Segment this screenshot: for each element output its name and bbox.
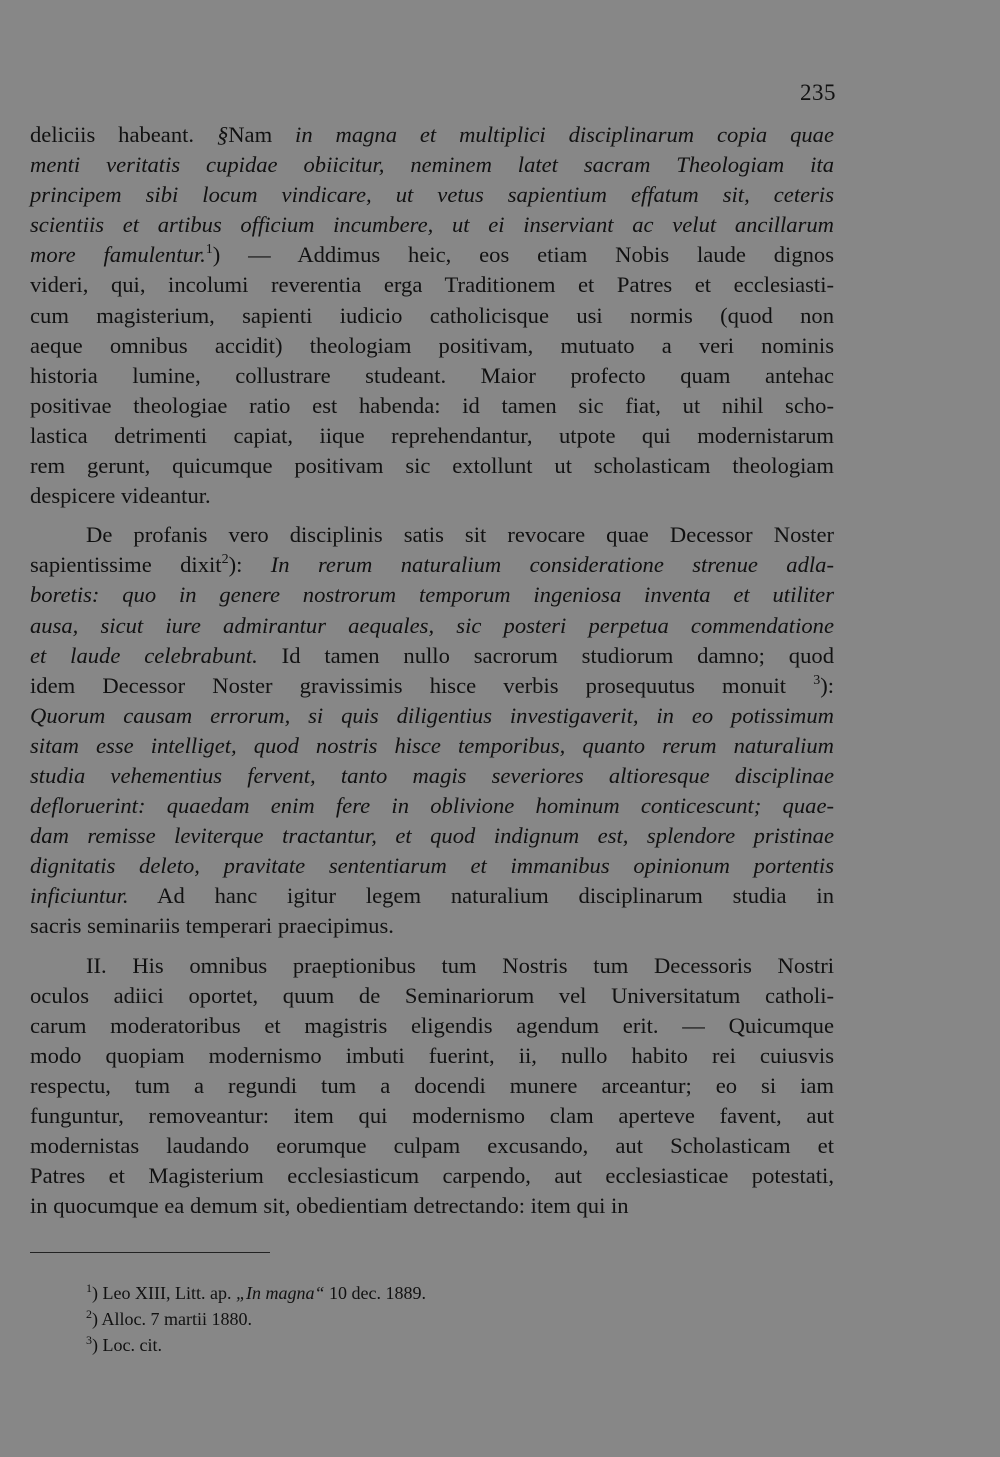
footnote-title: „In magna“ [235,1283,325,1303]
text-line [30,120,834,150]
footnote [86,1332,426,1358]
plain-text: II. His omnibus praeptionibus tum Nostris tum Decessoris Nostri [86,952,834,978]
italic-text: sitam esse intelliget, quod nostris hisce temporibus, quanto rerum naturalium [30,732,834,758]
text-line [30,911,834,941]
plain-text: idem Decessor Noster gravissimis hisce verbis prosequutus monuit [30,672,814,698]
plain-text: cum magisterium, sapienti iudicio catholicisque usi normis (quod non [30,302,834,328]
text-line [30,1011,834,1041]
italic-text: scientiis et artibus officium incumbere, ut ei inserviant ac velut ancillarum [30,212,834,238]
text-line [30,520,834,550]
italic-text: menti veritatis cupidae obiicitur, neminem latet sacram Theologiam ita [30,152,834,178]
plain-text: modernistas laudando eorumque culpam excusando, aut Scholasticam et [30,1133,834,1159]
italic-text: in magna et multiplici disciplinarum copia quae [295,122,834,147]
text-line [30,270,834,300]
text-line [30,981,834,1011]
text-line [30,1101,834,1131]
footnote-mark: 1 [86,1281,92,1295]
footnote-date: 10 dec. 1889. [324,1283,426,1303]
plain-text: ): [820,672,834,698]
plain-text: funguntur, removeantur: item qui modernismo clam aperteve favent, aut [30,1103,834,1128]
text-line [30,421,834,451]
plain-text: lastica detrimenti capiat, iique reprehendantur, utpote qui modernistarum [30,422,834,448]
text-line [30,1131,834,1161]
plain-text: deliciis habeant. [30,122,217,147]
footnote-ref: 2 [221,552,229,568]
text-line [30,701,834,731]
text-line [30,481,834,511]
italic-text: dignitatis deleto, pravitate sententiarum et immanibus opinionum portentis [30,853,834,879]
plain-text: videri, qui, incolumi reverentia erga Traditionem et Patres et ecclesiasti- [30,272,834,298]
footnote-text: ) Loc. cit. [92,1335,162,1355]
text-line [30,550,834,580]
text-line [30,791,834,821]
plain-text: ) — Addimus heic, eos etiam Nobis laude dignos [212,242,835,268]
italic-text: defloruerint: quaedam enim fere in oblivione hominum conticescunt; quae- [30,793,834,819]
text-line [30,210,834,240]
plain-text: sapientissime dixit [30,552,222,578]
plain-text: modo quopiam modernismo imbuti fuerint, ii, nullo habito rei cuiusvis [30,1042,834,1068]
text-line [30,1191,834,1221]
footnote-mark: 2 [86,1307,92,1321]
text-line [30,391,834,421]
plain-text: carum moderatoribus et magistris eligendis agendum erit. — Quicumque [30,1012,834,1038]
plain-text: sacris seminariis temperari praecipimus. [30,913,394,939]
paragraph-gap [30,942,834,951]
plain-text: ): [228,552,271,578]
text-line [30,821,834,851]
italic-text: more famulentur. [30,242,206,268]
text-line [30,451,834,481]
plain-text: rem gerunt, quicumque positivam sic extollunt ut scholasticam theologiam [30,453,834,479]
text-line [30,731,834,761]
italic-text: et laude celebrabunt. [30,642,258,668]
plain-text: Nam [228,122,296,147]
plain-text: despicere videantur. [30,483,211,509]
body-text [30,120,834,1221]
page-number: 235 [800,80,836,105]
footnote [86,1280,426,1306]
text-line [30,361,834,391]
italic-text: ausa, sicut iure admirantur aequales, sic posteri perpetua commendatione [30,612,834,638]
text-line [30,1041,834,1071]
plain-text: positivae theologiae ratio est habenda: id tamen sic fiat, ut nihil scho- [30,392,834,418]
footnote-text: ) Alloc. 7 martii 1880. [92,1309,252,1329]
text-line [30,851,834,881]
plain-text: aeque omnibus accidit) theologiam positivam, mutuato a veri nominis [30,332,834,358]
plain-text: historia lumine, collustrare studeant. Maior profecto quam antehac [30,362,834,388]
text-line [30,671,834,701]
paragraph-gap [30,511,834,520]
italic-text: principem sibi locum vindicare, ut vetus sapientium effatum sit, ceteris [30,182,834,208]
plain-text: oculos adiici oportet, quum de Seminariorum vel Universitatum catholi- [30,982,834,1008]
footnote-ref: 1 [205,242,213,258]
text-line [30,150,834,180]
text-line [30,761,834,791]
text-line [30,881,834,911]
text-line [30,951,834,981]
footnote-mark: 3 [86,1333,92,1347]
italic-text: § [216,122,229,147]
italic-text: boretis: quo in genere nostrorum temporum ingeniosa inventa et utiliter [30,582,834,608]
text-line [30,331,834,361]
footnote-rule [30,1252,270,1253]
footnotes [86,1280,426,1358]
footnote-ref: 3 [813,672,821,688]
text-line [30,301,834,331]
text-line [30,1071,834,1101]
plain-text: De profanis vero disciplinis satis sit revocare quae Decessor Noster [86,522,834,548]
text-line [30,580,834,610]
text-line [30,180,834,210]
plain-text: Ad hanc igitur legem naturalium disciplinarum studia in [128,883,834,909]
text-line [30,240,834,270]
plain-text: Id tamen nullo sacrorum studiorum damno; quod [257,642,834,668]
italic-text: dam remisse leviterque tractantur, et quod indignum est, splendore pristinae [30,823,834,849]
italic-text: studia vehementius fervent, tanto magis severiores altioresque disciplinae [30,762,834,788]
text-line [30,641,834,671]
plain-text: Patres et Magisterium ecclesiasticum carpendo, aut ecclesiasticae potestati, [30,1163,834,1189]
footnote-text: ) Leo XIII, Litt. ap. [92,1283,236,1303]
text-line [30,611,834,641]
text-line [30,1161,834,1191]
footnote [86,1306,426,1332]
italic-text: inficiuntur. [30,883,129,909]
plain-text: in quocumque ea demum sit, obedientiam detrectando: item qui in [30,1193,629,1219]
italic-text: In rerum naturalium consideratione strenue adla- [270,552,834,578]
plain-text: respectu, tum a regundi tum a docendi munere arceantur; eo si iam [30,1072,834,1098]
italic-text: Quorum causam errorum, si quis diligentius investigaverit, in eo potissimum [30,702,834,728]
